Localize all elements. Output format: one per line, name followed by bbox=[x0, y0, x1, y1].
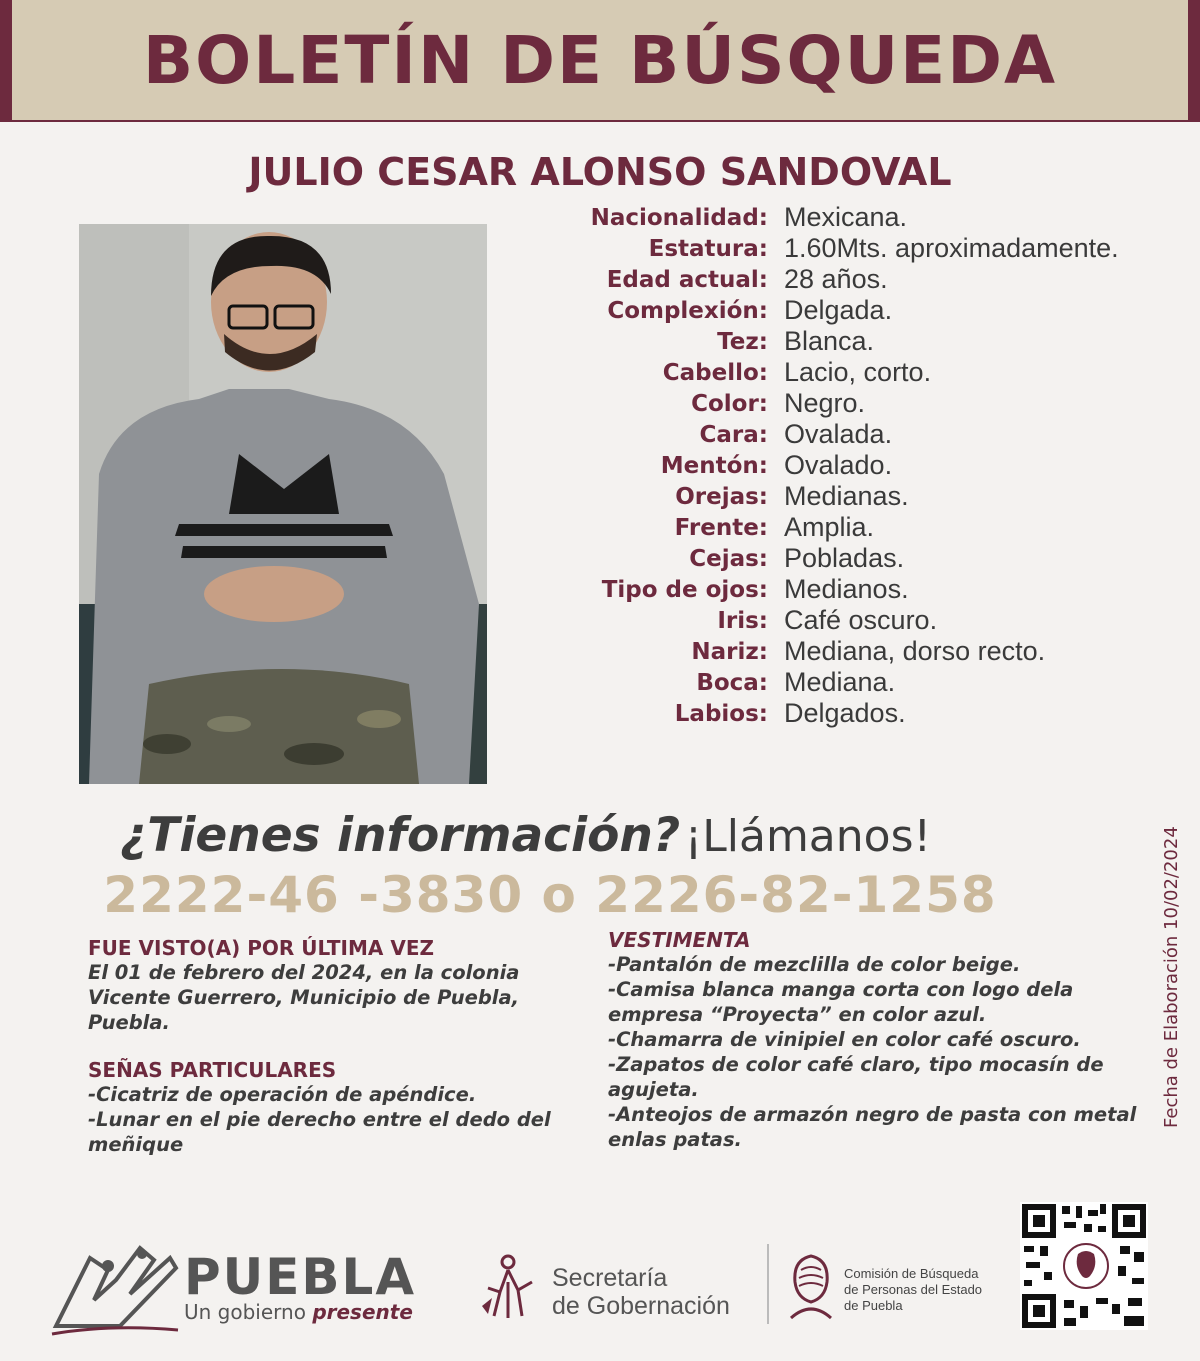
puebla-wordmark: PUEBLA bbox=[184, 1248, 417, 1306]
last-seen-line: Puebla. bbox=[88, 1011, 170, 1034]
detail-label: Tez: bbox=[717, 328, 768, 355]
detail-label: Orejas: bbox=[675, 483, 768, 510]
detail-label: Nacionalidad: bbox=[590, 204, 768, 231]
comision-line-1: Comisión de Búsqueda bbox=[844, 1266, 979, 1281]
cta-call: ¡Llámanos! bbox=[684, 811, 932, 862]
last-seen-line: Vicente Guerrero, Municipio de Puebla, bbox=[88, 986, 520, 1009]
secretaria-logo bbox=[478, 1252, 758, 1328]
detail-label: Nariz: bbox=[691, 638, 768, 665]
call-to-action bbox=[120, 808, 931, 863]
detail-value: Pobladas. bbox=[784, 543, 905, 573]
puebla-emblem-icon bbox=[50, 1240, 180, 1336]
mark-item: -Lunar en el pie derecho entre el dedo del meñique bbox=[88, 1108, 551, 1156]
details-list bbox=[560, 202, 1180, 729]
detail-row bbox=[560, 698, 1180, 729]
detail-value: Mexicana. bbox=[784, 202, 908, 232]
detail-value: Ovalado. bbox=[784, 450, 893, 480]
detail-label: Color: bbox=[691, 390, 768, 417]
detail-row bbox=[560, 543, 1180, 574]
detail-row bbox=[560, 450, 1180, 481]
detail-label: Cara: bbox=[699, 421, 768, 448]
detail-label: Mentón: bbox=[660, 452, 768, 479]
clothing-section bbox=[608, 928, 1158, 1152]
detail-label: Iris: bbox=[717, 607, 768, 634]
comision-text bbox=[844, 1266, 982, 1314]
qr-code-icon bbox=[1020, 1202, 1148, 1330]
clothing-item: -Camisa blanca manga corta con logo dela empresa “Proyecta” en color azul. bbox=[608, 978, 1074, 1026]
last-seen-section bbox=[88, 936, 568, 1035]
person-photo-illustration bbox=[79, 224, 487, 784]
person-name: JULIO CESAR ALONSO SANDOVAL bbox=[248, 150, 952, 194]
comision-line-3: de Puebla bbox=[844, 1298, 903, 1313]
detail-row bbox=[560, 667, 1180, 698]
detail-value: Blanca. bbox=[784, 326, 875, 356]
detail-label: Cejas: bbox=[689, 545, 768, 572]
detail-value: Ovalada. bbox=[784, 419, 893, 449]
detail-row bbox=[560, 233, 1180, 264]
clothing-item: -Pantalón de mezclilla de color beige. bbox=[608, 953, 1021, 976]
detail-value: Medianos. bbox=[784, 574, 909, 604]
secretaria-line-1: Secretaría bbox=[552, 1264, 668, 1292]
secretaria-line-2: de Gobernación bbox=[552, 1292, 730, 1320]
slogan-part-a: Un gobierno bbox=[184, 1300, 313, 1324]
detail-label: Complexión: bbox=[607, 297, 768, 324]
last-seen-line: El 01 de febrero del 2024, en la colonia bbox=[88, 961, 520, 984]
detail-label: Tipo de ojos: bbox=[601, 576, 768, 603]
detail-value: 28 años. bbox=[784, 264, 888, 294]
detail-value: 1.60Mts. aproximadamente. bbox=[784, 233, 1119, 263]
clothing-item: -Chamarra de vinipiel en color café oscuro. bbox=[608, 1028, 1081, 1051]
secretaria-text bbox=[552, 1264, 730, 1320]
detail-label: Estatura: bbox=[648, 235, 768, 262]
detail-value: Mediana. bbox=[784, 667, 896, 697]
bulletin-title: BOLETÍN DE BÚSQUEDA bbox=[142, 21, 1058, 99]
marks-title: SEÑAS PARTICULARES bbox=[88, 1058, 337, 1082]
detail-row bbox=[560, 419, 1180, 450]
detail-value: Negro. bbox=[784, 388, 866, 418]
detail-label: Cabello: bbox=[662, 359, 768, 386]
detail-label: Boca: bbox=[696, 669, 768, 696]
detail-value: Delgados. bbox=[784, 698, 906, 728]
qr-code[interactable] bbox=[1020, 1202, 1148, 1330]
last-seen-body bbox=[88, 960, 568, 1035]
header-inner bbox=[12, 0, 1188, 120]
detail-row bbox=[560, 574, 1180, 605]
comision-line-2: de Personas del Estado bbox=[844, 1282, 983, 1297]
detail-value: Lacio, corto. bbox=[784, 357, 932, 387]
detail-row bbox=[560, 636, 1180, 667]
phone-numbers[interactable]: 2222-46 -3830 o 2226-82-1258 bbox=[103, 866, 997, 924]
detail-row bbox=[560, 264, 1180, 295]
detail-row bbox=[560, 481, 1180, 512]
puebla-slogan bbox=[184, 1300, 413, 1324]
detail-value: Delgada. bbox=[784, 295, 893, 325]
comision-logo bbox=[785, 1252, 1005, 1322]
detail-row bbox=[560, 512, 1180, 543]
clothing-item: -Zapatos de color café claro, tipo mocasín de agujeta. bbox=[608, 1053, 1104, 1101]
distinguishing-marks-section bbox=[88, 1058, 578, 1157]
detail-label: Frente: bbox=[674, 514, 768, 541]
detail-row bbox=[560, 388, 1180, 419]
detail-label: Edad actual: bbox=[606, 266, 768, 293]
detail-row bbox=[560, 326, 1180, 357]
last-seen-title: FUE VISTO(A) POR ÚLTIMA VEZ bbox=[88, 936, 434, 960]
comision-emblem-icon bbox=[785, 1252, 837, 1322]
marks-body bbox=[88, 1082, 578, 1157]
detail-label: Labios: bbox=[674, 700, 768, 727]
header-band bbox=[0, 0, 1200, 122]
footer-divider bbox=[767, 1244, 769, 1324]
detail-row bbox=[560, 202, 1180, 233]
detail-row bbox=[560, 295, 1180, 326]
detail-value: Mediana, dorso recto. bbox=[784, 636, 1046, 666]
clothing-body bbox=[608, 952, 1158, 1152]
clothing-title: VESTIMENTA bbox=[608, 928, 751, 952]
detail-row bbox=[560, 357, 1180, 388]
cta-question: ¿Tienes información? bbox=[120, 808, 681, 863]
detail-value: Amplia. bbox=[784, 512, 875, 542]
puebla-logo bbox=[50, 1240, 430, 1336]
secretaria-emblem-icon bbox=[478, 1252, 542, 1322]
detail-row bbox=[560, 605, 1180, 636]
detail-value: Medianas. bbox=[784, 481, 909, 511]
elaboration-date: Fecha de Elaboración 10/02/2024 bbox=[1161, 826, 1182, 1128]
detail-value: Café oscuro. bbox=[784, 605, 938, 635]
person-photo bbox=[79, 224, 487, 784]
mark-item: -Cicatriz de operación de apéndice. bbox=[88, 1083, 477, 1106]
clothing-item: -Anteojos de armazón negro de pasta con metal enlas patas. bbox=[608, 1103, 1137, 1151]
slogan-part-b: presente bbox=[312, 1300, 413, 1324]
